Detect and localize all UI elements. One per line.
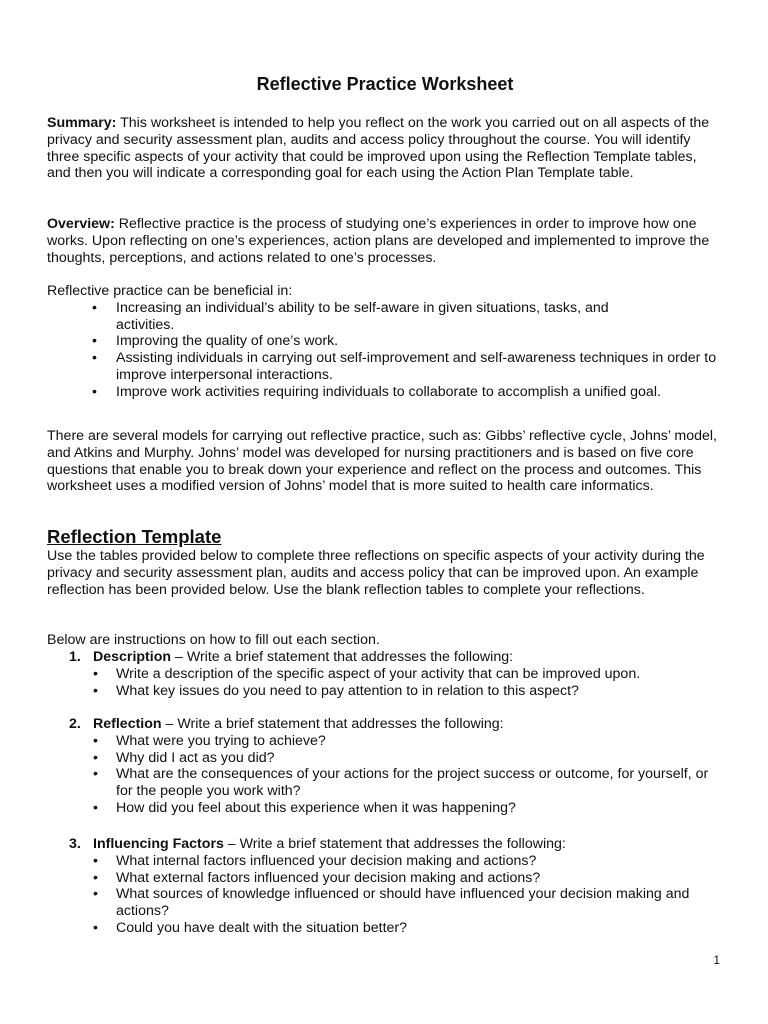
list-item: • What sources of knowledge influenced or should have influenced your decision making and actions? [93, 886, 723, 920]
section-text: – Write a brief statement that addresses the following: [223, 836, 566, 852]
section-bullets [93, 853, 723, 937]
instructions-list [47, 649, 723, 699]
section-bullets [93, 666, 723, 700]
overview-label: Overview: [47, 216, 115, 232]
overview-text: Reflective practice is the process of studying one’s experiences in order to improve how one works. Upon reflecting on one’s experiences, action plans are developed and implemented to improve the thoughts, perceptions, and actions related to one’s processes. [47, 216, 710, 266]
list-item: • Write a description of the specific aspect of your activity that can be improved upon. [93, 666, 723, 683]
list-item: • What internal factors influenced your decision making and actions? [93, 853, 723, 870]
page-number: 1 [713, 953, 720, 967]
list-item: • Assisting individuals in carrying out self-improvement and self-awareness techniques in order to improve interpersonal interactions. [47, 350, 723, 384]
section-label: Reflection [93, 716, 162, 732]
list-item: • What external factors influenced your decision making and actions? [93, 870, 723, 887]
summary-paragraph [47, 115, 723, 182]
list-item: • Could you have dealt with the situation better? [93, 920, 723, 937]
instructions-intro: Below are instructions on how to fill out each section. [47, 632, 380, 648]
list-item: • What are the consequences of your actions for the project success or outcome, for yourself, or for the people you work with? [93, 766, 723, 800]
section-number: 2. [69, 716, 81, 732]
section-influencing-factors [47, 836, 723, 937]
reflection-template-intro: Use the tables provided below to complete three reflections on specific aspects of your activity during the privacy and security assessment plan, audits and access policy that can be improved upon. An example reflection has been provided below. Use the blank reflection tables to complete your reflections. [47, 548, 705, 598]
reflection-template-heading: Reflection Template [47, 526, 222, 547]
instructions-list [47, 836, 723, 937]
list-item: • Improve work activities requiring individuals to collaborate to accomplish a unified goal. [47, 384, 723, 401]
section-text: – Write a brief statement that addresses the following: [171, 649, 514, 665]
overview-paragraph [47, 216, 723, 266]
list-item: • Improving the quality of one’s work. [47, 333, 723, 350]
benefits-list [47, 300, 723, 401]
summary-label: Summary: [47, 115, 117, 131]
benefits-intro: Reflective practice can be beneficial in: [47, 283, 293, 299]
list-item: • How did you feel about this experience when it was happening? [93, 800, 723, 817]
section-number: 3. [69, 836, 81, 852]
list-item: • What key issues do you need to pay attention to in relation to this aspect? [93, 683, 723, 700]
section-bullets [93, 733, 723, 817]
section-reflection [47, 716, 723, 817]
list-item: • Increasing an individual’s ability to be self-aware in given situations, tasks, and activities. [47, 300, 723, 334]
section-label: Influencing Factors [93, 836, 224, 852]
models-paragraph: There are several models for carrying out reflective practice, such as: Gibbs’ reflective cycle, Johns’ model, and Atkins and Murphy. Johns’ model was developed for nursing practitioners and is based on five core questions that enable you to break down your experience and reflect on the process and outcomes. This worksheet uses a modified version of Johns’ model that is more suited to health care informatics. [47, 428, 717, 495]
section-number: 1. [69, 649, 81, 665]
list-item: • Why did I act as you did? [93, 750, 723, 767]
list-item: • What were you trying to achieve? [93, 733, 723, 750]
section-label: Description [93, 649, 172, 665]
benefits-block [47, 283, 723, 401]
section-text: – Write a brief statement that addresses the following: [161, 716, 504, 732]
summary-text: This worksheet is intended to help you reflect on the work you carried out on all aspects of the privacy and security assessment plan, audits and access policy throughout the course. You will identify three specific aspects of your activity that could be improved upon using the Reflection Template tables, and then you will indicate a corresponding goal for each using the Action Plan Template table. [47, 115, 710, 182]
section-description [47, 649, 723, 699]
instructions-list [47, 716, 723, 817]
page-title: Reflective Practice Worksheet [256, 74, 514, 94]
